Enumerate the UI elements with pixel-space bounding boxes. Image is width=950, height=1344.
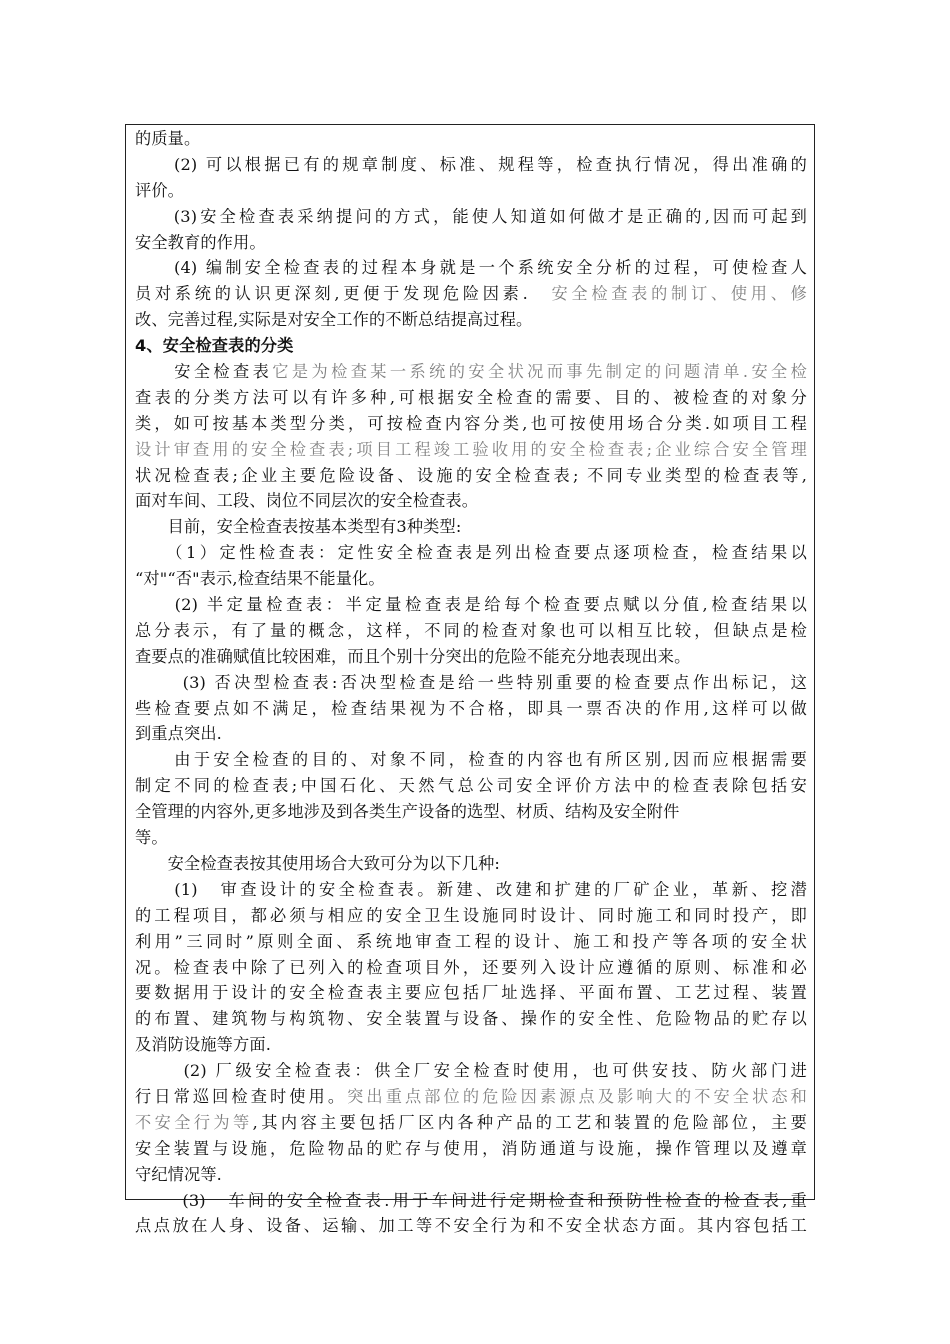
text-line-main: 由于安全检查的目的、对象不同，检查的内容也有所区别,因而应根据需要: [135, 750, 807, 770]
text-line-main: 不安全行为等: [135, 1112, 253, 1132]
text-line-main: 点点放在人身、设备、运输、加工等不安全行为和不安全状态方面。其内容包括工: [135, 1216, 807, 1236]
text-line: [135, 721, 807, 747]
text-line: [135, 514, 807, 540]
text-line: [135, 255, 807, 281]
text-line-main: 目前，安全检查表按基本类型有3种类型:: [135, 517, 462, 537]
text-line: [135, 877, 807, 903]
section-heading: [135, 333, 807, 359]
text-line: [135, 488, 807, 514]
text-line-main: 行日常巡回检查时使用。: [135, 1086, 348, 1106]
text-line: [135, 644, 807, 670]
text-line: [135, 152, 807, 178]
text-line-main: 4、安全检查表的分类: [135, 336, 294, 356]
text-line-main: 的布置、建筑物与构筑物、安全装置与设备、操作的安全性、危险物品的贮存以: [135, 1009, 807, 1029]
text-line-main: 查表的分类方法可以有许多种,可根据安全检查的需要、目的、被检查的对象分: [135, 387, 807, 407]
text-line-tail: 突出重点部位的危险因素源点及影响大的不安全状态和: [347, 1086, 807, 1106]
text-line-main: 制定不同的检查表;中国石化、天然气总公司安全评价方法中的检查表除包括安: [135, 776, 807, 796]
text-line: [135, 566, 807, 592]
text-line-main: 类，如可按基本类型分类，可按检查内容分类,也可按使用场合分类.如项目工程: [135, 413, 807, 433]
text-line: [135, 1188, 807, 1214]
text-line-main: (1) 审查设计的安全检查表。新建、改建和扩建的厂矿企业，革新、挖潜: [135, 879, 807, 899]
text-line: [135, 1084, 807, 1110]
text-line-main: (3)安全检查表采纳提问的方式，能使人知道如何做才是正确的,因而可起到: [135, 206, 807, 226]
text-line-main: 评价。: [135, 180, 185, 200]
text-line: [135, 307, 807, 333]
text-line-tail: 安全检查表的制订、使用、修: [527, 284, 807, 304]
text-line: [135, 230, 807, 256]
text-line: [135, 540, 807, 566]
text-line: [135, 204, 807, 230]
text-line-tail: ,其内容主要包括厂区内各种产品的工艺和装置的危险部位，主要: [252, 1112, 807, 1132]
text-line-main: 面对车间、工段、岗位不同层次的安全检查表。: [135, 491, 479, 511]
text-line: [135, 955, 807, 981]
text-line: [135, 359, 807, 385]
text-line-main: 安全检查表: [135, 362, 273, 382]
text-line-main: 查要点的准确赋值比较困难，而且个别十分突出的危险不能充分地表现出来。: [135, 646, 691, 666]
text-line-main: 安全教育的作用。: [135, 232, 266, 252]
text-line-main: 利用”三同时”原则全面、系统地审查工程的设计、施工和投产等各项的安全状: [135, 931, 807, 951]
text-line: [135, 773, 807, 799]
text-line: [135, 411, 807, 437]
text-line: [135, 1006, 807, 1032]
text-line-main: 全管理的内容外,更多地涉及到各类生产设备的选型、材质、结构及安全附件: [135, 802, 680, 822]
text-line-main: 等。: [135, 828, 168, 848]
text-line-main: (3) 否决型检查表:否决型检查是给一些特别重要的检查要点作出标记，这: [135, 672, 807, 692]
text-line-main: 员对系统的认识更深刻,更便于发现危险因素.: [135, 284, 528, 304]
text-line: [135, 696, 807, 722]
text-line-main: (4) 编制安全检查表的过程本身就是一个系统安全分析的过程，可使检查人: [135, 258, 807, 278]
text-line-main: 改、完善过程,实际是对安全工作的不断总结提高过程。: [135, 310, 533, 330]
text-line: [135, 929, 807, 955]
text-line-main: （1）定性检查表：定性安全检查表是列出检查要点逐项检查，检查结果以: [135, 543, 807, 563]
text-line-main: 安全装置与设施，危险物品的贮存与使用，消防通道与设施，操作管理以及遵章: [135, 1138, 807, 1158]
text-line: [135, 463, 807, 489]
text-line: [135, 618, 807, 644]
text-line-main: (3) 车间的安全检查表.用于车间进行定期检查和预防性检查的检查表,重: [135, 1190, 807, 1210]
text-line: [135, 903, 807, 929]
text-line-main: 及消防设施等方面.: [135, 1035, 271, 1055]
text-line: [135, 385, 807, 411]
text-line-main: (2) 可以根据已有的规章制度、标准、规程等，检查执行情况，得出准确的: [135, 154, 807, 174]
document-frame: [125, 124, 815, 1236]
text-line-main: 到重点突出.: [135, 724, 222, 744]
text-line: [135, 178, 807, 204]
text-line-main: 的质量。: [135, 129, 201, 148]
text-line: [135, 1032, 807, 1058]
text-line-tail: 它是为检查某一系统的安全状况而事先制定的问题清单.安全检: [272, 362, 807, 382]
text-line: [135, 1058, 807, 1084]
text-line: [135, 1110, 807, 1136]
text-line-main: 守纪情况等.: [135, 1164, 222, 1184]
text-line: [135, 670, 807, 696]
text-line: [135, 851, 807, 877]
text-line: [135, 747, 807, 773]
text-line-main: 设计审查用的安全检查表;项目工程竣工验收用的安全检查表;企业综合安全管理: [135, 439, 807, 459]
text-line-main: 况。检查表中除了已列入的检查项目外，还要列入设计应遵循的原则、标准和必: [135, 957, 807, 977]
text-line-main: 状况检查表;企业主要危险设备、设施的安全检查表; 不同专业类型的检查表等,: [135, 465, 807, 485]
text-line: [135, 1213, 807, 1239]
text-line: [135, 1162, 807, 1188]
text-line: [135, 825, 807, 851]
text-line-main: “对"“否"表示,检查结果不能量化。: [135, 569, 385, 589]
text-line: [135, 281, 807, 307]
text-line-main: 安全检查表按其使用场合大致可分为以下几种:: [135, 853, 501, 873]
text-line: [135, 437, 807, 463]
text-line-main: (2) 厂级安全检查表：供全厂安全检查时使用，也可供安技、防火部门进: [135, 1061, 807, 1081]
text-line: [135, 592, 807, 618]
text-line-main: 要数据用于设计的安全检查表主要应包括厂址选择、平面布置、工艺过程、装置: [135, 983, 807, 1003]
text-line: [135, 1136, 807, 1162]
text-line: [135, 126, 807, 152]
text-line: [135, 799, 807, 825]
text-line-main: 的工程项目，都必须与相应的安全卫生设施同时设计、同时施工和同时投产，即: [135, 905, 807, 925]
document-body: [135, 126, 807, 1239]
text-line-main: (2) 半定量检查表：半定量检查表是给每个检查要点赋以分值,检查结果以: [135, 595, 807, 615]
text-line: [135, 980, 807, 1006]
text-line-main: 些检查要点如不满足，检查结果视为不合格，即具一票否决的作用,这样可以做: [135, 698, 807, 718]
text-line-main: 总分表示，有了量的概念，这样，不同的检查对象也可以相互比较，但缺点是检: [135, 620, 807, 640]
